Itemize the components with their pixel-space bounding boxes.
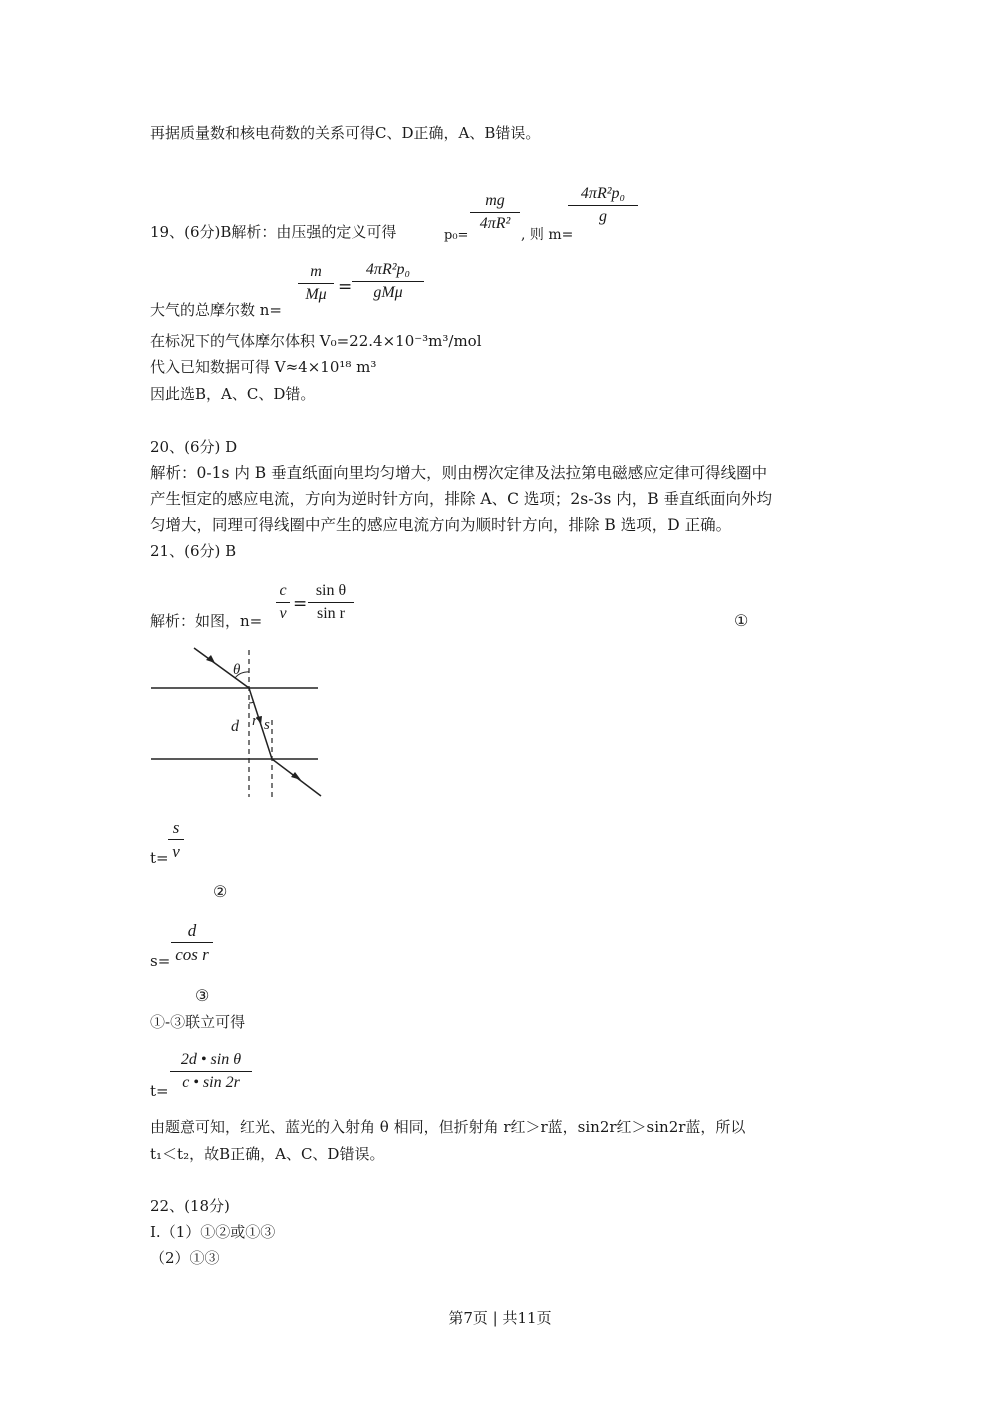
exit-arrow (291, 772, 301, 780)
q21-s-label: s= (150, 952, 171, 970)
q19-fraction-m-over-mmu (298, 264, 334, 303)
q21-frac-v: v (279, 605, 287, 622)
fraction-bar (168, 839, 184, 840)
q19-conclusion: 因此选B，A、C、D错。 (150, 385, 316, 403)
q21-t-label: t= (150, 849, 169, 867)
fraction-bar (170, 1071, 252, 1072)
q19-frac3-den: Mμ (305, 286, 327, 303)
q22-part2: （2）①③ (150, 1249, 220, 1267)
q20-analysis-line3: 匀增大，同理可得线圈中产生的感应电流方向为顺时针方向，排除 B 选项，D 正确。 (150, 516, 732, 534)
q21-frac-c: c (279, 582, 287, 599)
q21-marker-2: ② (213, 882, 228, 901)
q21-fraction-s-over-v (168, 819, 184, 860)
q20-analysis-line1: 解析：0-1s 内 B 垂直纸面向里均匀增大，则由楞次定律及法拉第电磁感应定律可得线圈中 (150, 464, 768, 482)
incident-arrow (206, 655, 215, 663)
q19-fraction-m (568, 186, 638, 225)
q21-marker-3: ③ (195, 986, 210, 1005)
q21-t2-label: t= (150, 1082, 169, 1100)
q21-fraction-d-over-cosr (171, 922, 213, 963)
q19-frac1-den: 4πR² (479, 215, 511, 232)
fraction-bar (276, 602, 290, 603)
q22-part1: Ⅰ.（1）①②或①③ (150, 1223, 276, 1241)
q21-frac-sin-r: sin r (317, 605, 345, 622)
q19-frac2-num: 4πR²p₀ (580, 185, 626, 202)
q19-fraction-mg (470, 193, 520, 232)
q19-frac4-num: 4πR²p₀ (365, 261, 411, 278)
q21-fraction-sin (308, 583, 354, 622)
fraction-bar (298, 283, 334, 284)
q21-t2-den: c • sin 2r (182, 1074, 240, 1091)
theta-label: θ (233, 662, 241, 678)
q21-equals: = (293, 594, 308, 614)
fraction-bar (568, 205, 638, 206)
fraction-bar (352, 281, 424, 282)
q19-molar-volume: 在标况下的气体摩尔体积 V₀=22.4×10⁻³m³/mol (150, 332, 482, 350)
r-label: r (252, 713, 258, 729)
q21-frac-sin-theta: sin θ (315, 582, 347, 599)
text-line-cd-correct: 再据质量数和核电荷数的关系可得C、D正确，A、B错误。 (150, 124, 541, 142)
q22-header: 22、(18分) (150, 1197, 230, 1215)
q19-then-m: , 则 m= (521, 227, 574, 243)
q19-frac3-num: m (310, 263, 322, 280)
q21-fraction-final (170, 1052, 252, 1091)
q21-marker-1: ① (734, 611, 749, 630)
q21-s-num: d (187, 921, 197, 940)
s-label: s (264, 717, 270, 733)
q21-header: 21、(6分) B (150, 542, 237, 560)
q20-header: 20、(6分) D (150, 438, 238, 456)
q21-combine: ①-③联立可得 (150, 1013, 246, 1031)
fraction-bar (470, 212, 520, 213)
q19-p0-label: p₀= (444, 228, 469, 243)
q19-equals: = (338, 277, 353, 297)
q19-substitute: 代入已知数据可得 V≈4×10¹⁸ m³ (150, 358, 377, 376)
d-label: d (231, 718, 239, 735)
q19-frac4-den: gMμ (373, 284, 403, 301)
q19-prefix: 19、(6分)B解析：由压强的定义可得 (150, 223, 397, 241)
q19-frac1-num: mg (485, 192, 505, 209)
fraction-bar (171, 942, 213, 943)
q21-analysis-prefix: 解析：如图，n= (150, 612, 263, 630)
q20-analysis-line2: 产生恒定的感应电流，方向为逆时针方向，排除 A、C 选项；2s-3s 内，B 垂直纸面向外均 (150, 490, 773, 508)
q21-t2-num: 2d • sin θ (180, 1051, 242, 1068)
q21-s-den: cos r (175, 945, 209, 964)
q21-conclusion-line1: 由题意可知，红光、蓝光的入射角 θ 相同，但折射角 r红＞r蓝，sin2r红＞sin2r蓝，所以 (150, 1118, 746, 1136)
q21-fraction-c-over-v (276, 583, 290, 622)
q19-fraction-n (352, 262, 424, 301)
page-footer: 第7页 | 共11页 (448, 1309, 552, 1327)
q21-t-num: s (172, 818, 180, 837)
fraction-bar (308, 602, 354, 603)
incident-ray (194, 648, 249, 688)
refraction-diagram (148, 645, 328, 805)
q19-total-moles: 大气的总摩尔数 n= (150, 301, 282, 319)
q21-t-den: v (172, 842, 180, 861)
q19-frac2-den: g (599, 208, 607, 225)
q21-conclusion-line2: t₁＜t₂，故B正确，A、C、D错误。 (150, 1145, 385, 1163)
